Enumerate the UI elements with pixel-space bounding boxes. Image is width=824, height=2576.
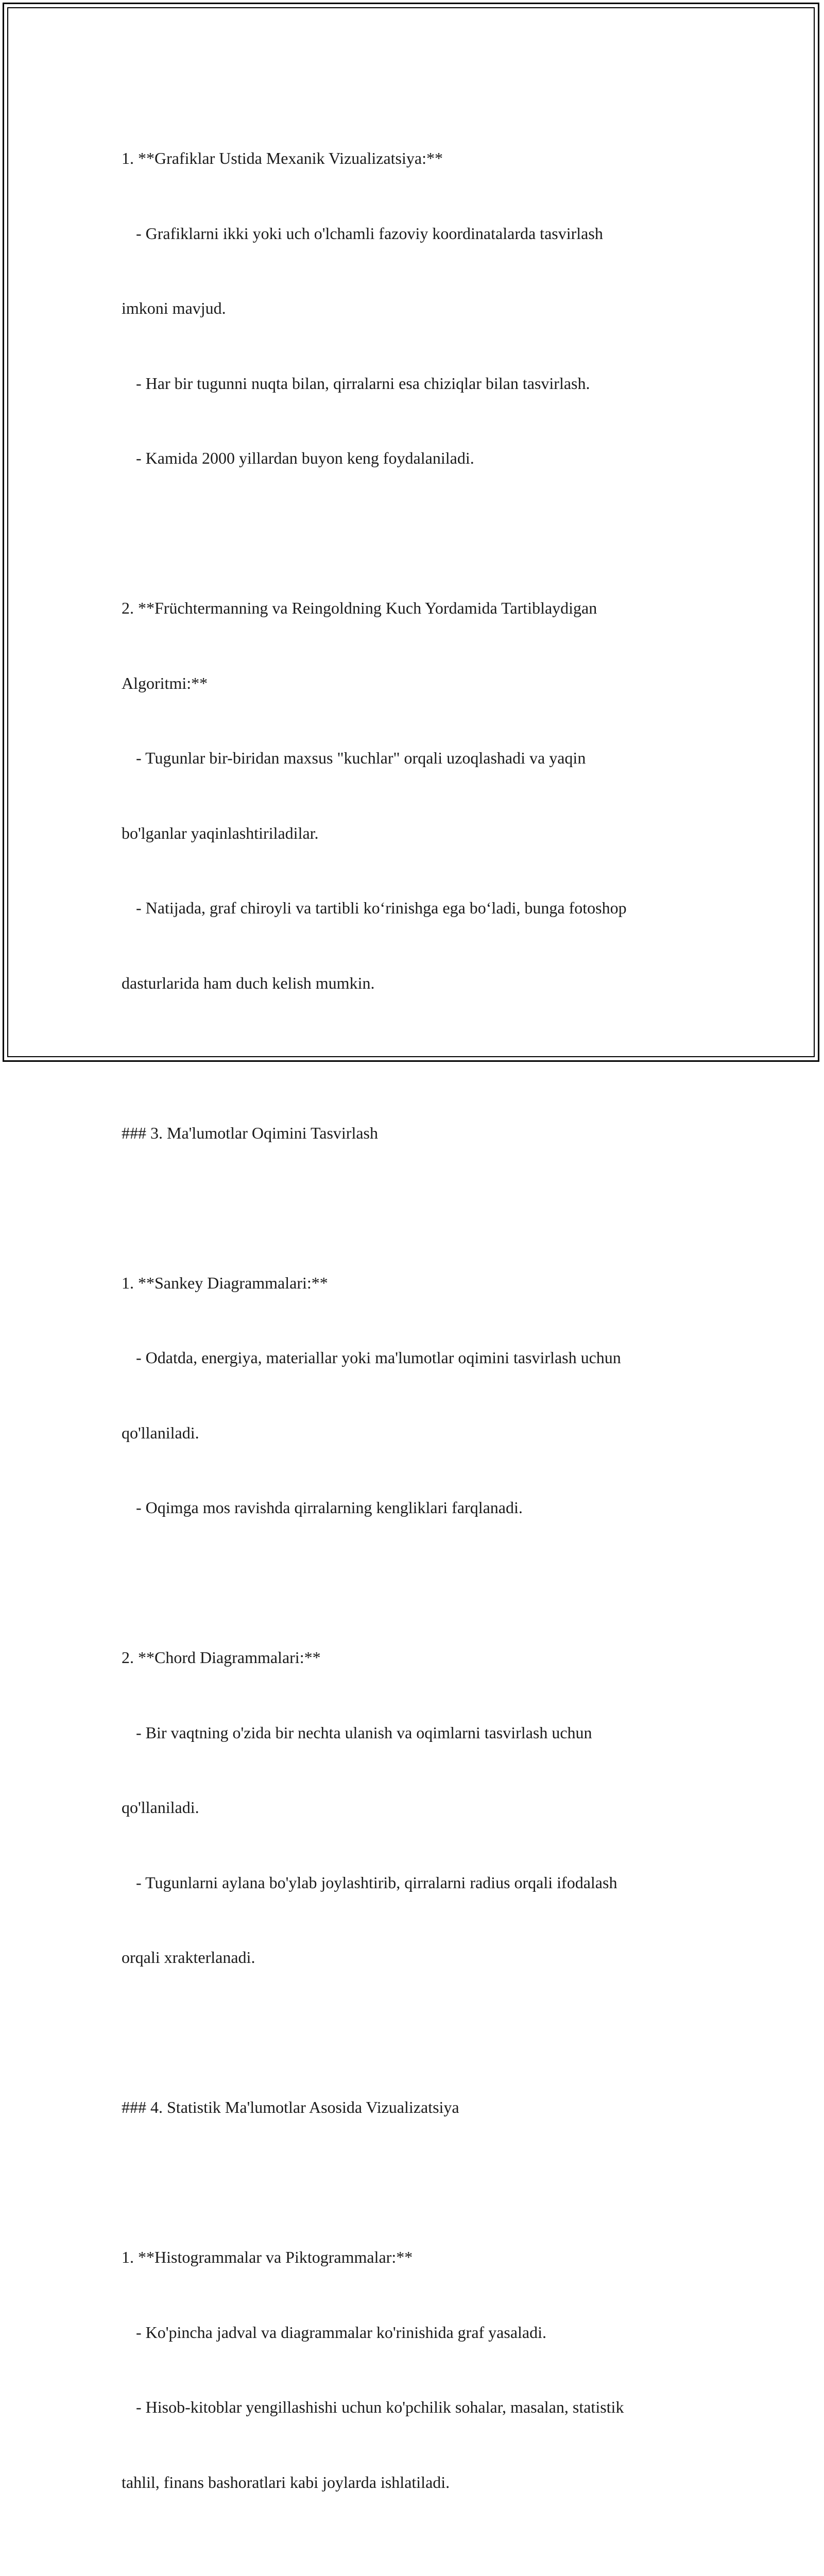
- blank-line: [122, 1045, 709, 1071]
- section-heading-statistical: ### 4. Statistik Ma'lumotlar Asosida Vizualizatsiya: [122, 2098, 459, 2116]
- bullet-continuation: tahlil, finans bashoratlari kabi joylarda ishlatiladi.: [122, 2472, 450, 2492]
- bullet-line: - Natijada, graf chiroyli va tartibli ko‘rinishga ega bo‘ladi, bunga fotoshop: [136, 899, 627, 917]
- bullet-line: - Grafiklarni ikki yoki uch o'lchamli fazoviy koordinatalarda tasvirlash: [136, 224, 603, 243]
- bullet-continuation: bo'lganlar yaqinlashtiriladilar.: [122, 823, 319, 842]
- bullet-continuation: qo'llaniladi.: [122, 1423, 199, 1442]
- blank-line: [122, 521, 709, 546]
- blank-line: [122, 2545, 709, 2570]
- section-heading-data-flow: ### 3. Ma'lumotlar Oqimini Tasvirlash: [122, 1123, 378, 1142]
- bullet-continuation: orqali xrakterlanadi.: [122, 1948, 255, 1967]
- blank-line: [122, 2170, 709, 2195]
- list-heading-mechanical-visualization: 1. **Grafiklar Ustida Mexanik Vizualizatsiya:**: [122, 149, 443, 167]
- blank-line: [122, 1195, 709, 1221]
- bullet-line: - Odatda, energiya, materiallar yoki ma'lumotlar oqimini tasvirlash uchun: [136, 1348, 621, 1367]
- list-heading-histograms: 1. **Histogrammalar va Piktogrammalar:**: [122, 2248, 413, 2266]
- bullet-line: - Hisob-kitoblar yengillashishi uchun ko'pchilik sohalar, masalan, statistik: [136, 2398, 624, 2416]
- list-heading-chord: 2. **Chord Diagrammalari:**: [122, 1648, 321, 1667]
- bullet-line: - Tugunlar bir-biridan maxsus "kuchlar" orqali uzoqlashadi va yaqin: [136, 749, 586, 767]
- list-heading-fruchterman-reingold: 2. **Früchtermanning va Reingoldning Kuch Yordamida Tartiblaydigan: [122, 599, 597, 617]
- bullet-continuation: imkoni mavjud.: [122, 299, 226, 317]
- bullet-line: - Har bir tugunni nuqta bilan, qirralarni esa chiziqlar bilan tasvirlash.: [136, 374, 590, 393]
- bullet-line: - Kamida 2000 yillardan buyon keng foydalaniladi.: [136, 449, 474, 467]
- list-heading-continuation: Algoritmi:**: [122, 673, 208, 692]
- bullet-line: - Bir vaqtning o'zida bir nechta ulanish va oqimlarni tasvirlash uchun: [136, 1723, 592, 1742]
- bullet-continuation: qo'llaniladi.: [122, 1798, 199, 1817]
- blank-line: [122, 2020, 709, 2045]
- bullet-line: - Ko'pincha jadval va diagrammalar ko'rinishida graf yasaladi.: [136, 2323, 547, 2342]
- bullet-line: - Oqimga mos ravishda qirralarning kengliklari farqlanadi.: [136, 1498, 523, 1517]
- bullet-line: - Tugunlarni aylana bo'ylab joylashtirib, qirralarni radius orqali ifodalash: [136, 1873, 617, 1892]
- bullet-continuation: dasturlarida ham duch kelish mumkin.: [122, 973, 375, 992]
- document-text: [122, 96, 709, 2576]
- list-heading-sankey: 1. **Sankey Diagrammalari:**: [122, 1273, 328, 1292]
- blank-line: [122, 1570, 709, 1596]
